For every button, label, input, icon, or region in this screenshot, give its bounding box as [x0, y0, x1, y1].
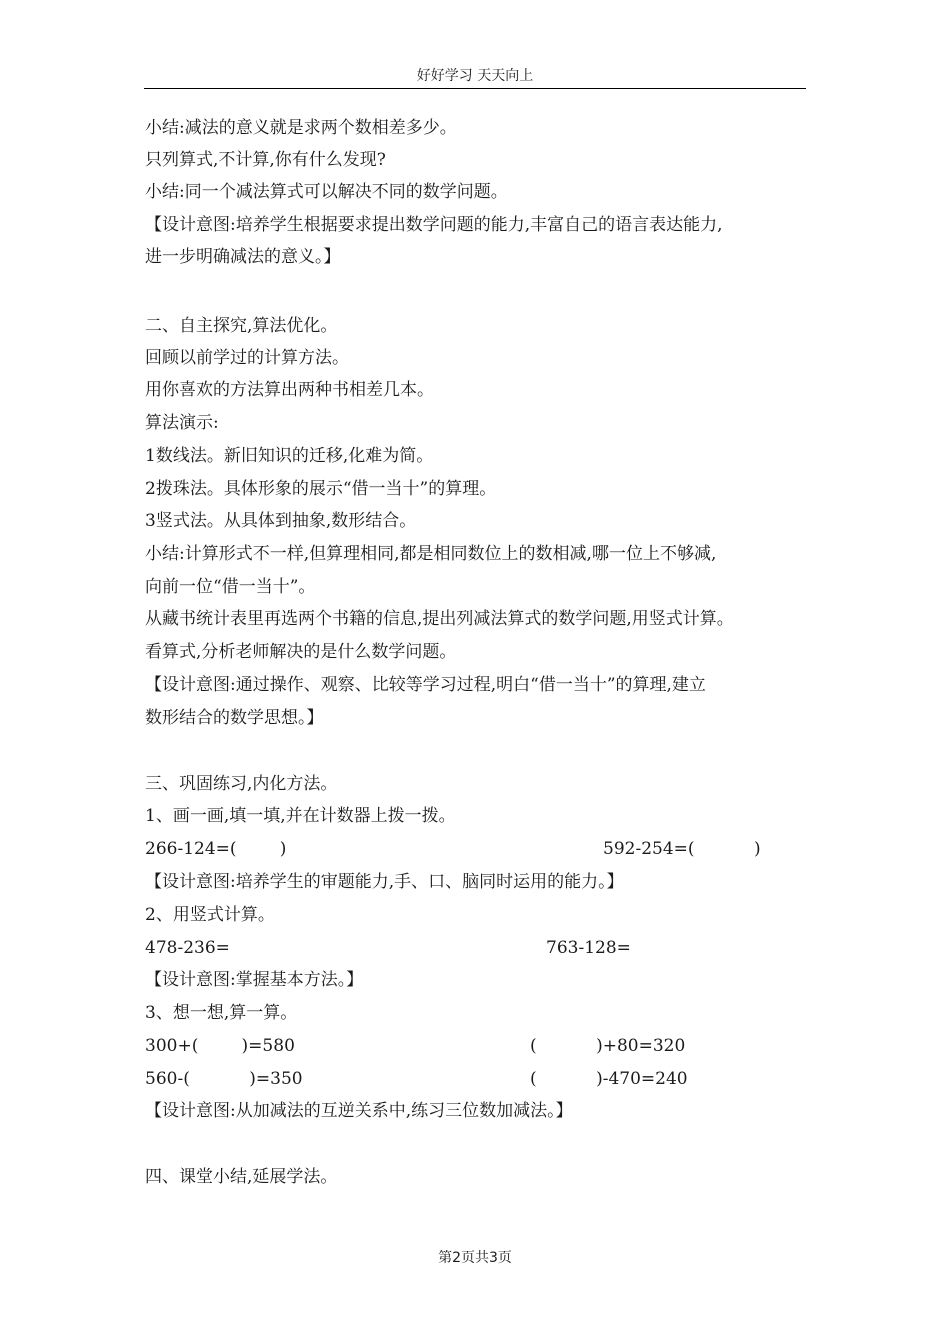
page-header: 好好学习 天天向上 — [416, 68, 534, 84]
section-heading: 四、课堂小结,延展学法。 — [145, 1167, 338, 1187]
exercise-equation: 478-236= — [145, 938, 230, 958]
exercise-equation: 266-124=( ) — [145, 839, 287, 859]
design-intent-note: 【设计意图:从加减法的互逆关系中,练习三位数加减法。】 — [145, 1101, 573, 1121]
paragraph: 用你喜欢的方法算出两种书相差几本。 — [145, 380, 434, 400]
paragraph: 算法演示: — [145, 413, 219, 433]
paragraph: 从藏书统计表里再选两个书籍的信息,提出列减法算式的数学问题,用竖式计算。 — [145, 609, 734, 629]
section-heading: 三、巩固练习,内化方法。 — [145, 774, 338, 794]
exercise-equation: ( )+80=320 — [530, 1036, 686, 1056]
exercise-equation: 763-128= — [546, 938, 631, 958]
exercise-question: 1、画一画,填一填,并在计数器上拨一拨。 — [145, 806, 456, 826]
section-heading: 二、自主探究,算法优化。 — [145, 316, 338, 336]
exercise-equation: 592-254=( ) — [603, 839, 761, 859]
design-intent-note-cont: 数形结合的数学思想。】 — [145, 708, 324, 728]
exercise-question: 2、用竖式计算。 — [145, 905, 275, 925]
exercise-equation: 560-( )=350 — [145, 1069, 303, 1089]
design-intent-note: 【设计意图:通过操作、观察、比较等学习过程,明白“借一当十”的算理,建立 — [145, 675, 706, 695]
design-intent-note: 【设计意图:培养学生的审题能力,手、口、脑同时运用的能力。】 — [145, 872, 624, 892]
summary-line: 小结:同一个减法算式可以解决不同的数学问题。 — [145, 182, 508, 202]
exercise-equation: 300+( )=580 — [145, 1036, 295, 1056]
exercise-question: 3、想一想,算一算。 — [145, 1003, 298, 1023]
paragraph: 回顾以前学过的计算方法。 — [145, 348, 349, 368]
exercise-equation: ( )-470=240 — [530, 1069, 688, 1089]
paragraph: 看算式,分析老师解决的是什么数学问题。 — [145, 642, 457, 662]
summary-line-cont: 向前一位“借一当十”。 — [145, 577, 316, 597]
summary-line: 小结:计算形式不一样,但算理相同,都是相同数位上的数相减,哪一位上不够减, — [145, 544, 717, 564]
design-intent-note: 【设计意图:培养学生根据要求提出数学问题的能力,丰富自己的语言表达能力, — [145, 215, 723, 235]
design-intent-note: 【设计意图:掌握基本方法。】 — [145, 970, 364, 990]
design-intent-note-cont: 进一步明确减法的意义。】 — [145, 247, 341, 267]
list-item: 1数线法。新旧知识的迁移,化难为简。 — [145, 446, 434, 466]
paragraph: 只列算式,不计算,你有什么发现? — [145, 150, 386, 170]
list-item: 3竖式法。从具体到抽象,数形结合。 — [145, 511, 417, 531]
summary-line: 小结:减法的意义就是求两个数相差多少。 — [145, 118, 457, 138]
header-rule — [144, 88, 806, 89]
list-item: 2拨珠法。具体形象的展示“借一当十”的算理。 — [145, 479, 497, 499]
page-number: 第2页共3页 — [438, 1250, 512, 1266]
